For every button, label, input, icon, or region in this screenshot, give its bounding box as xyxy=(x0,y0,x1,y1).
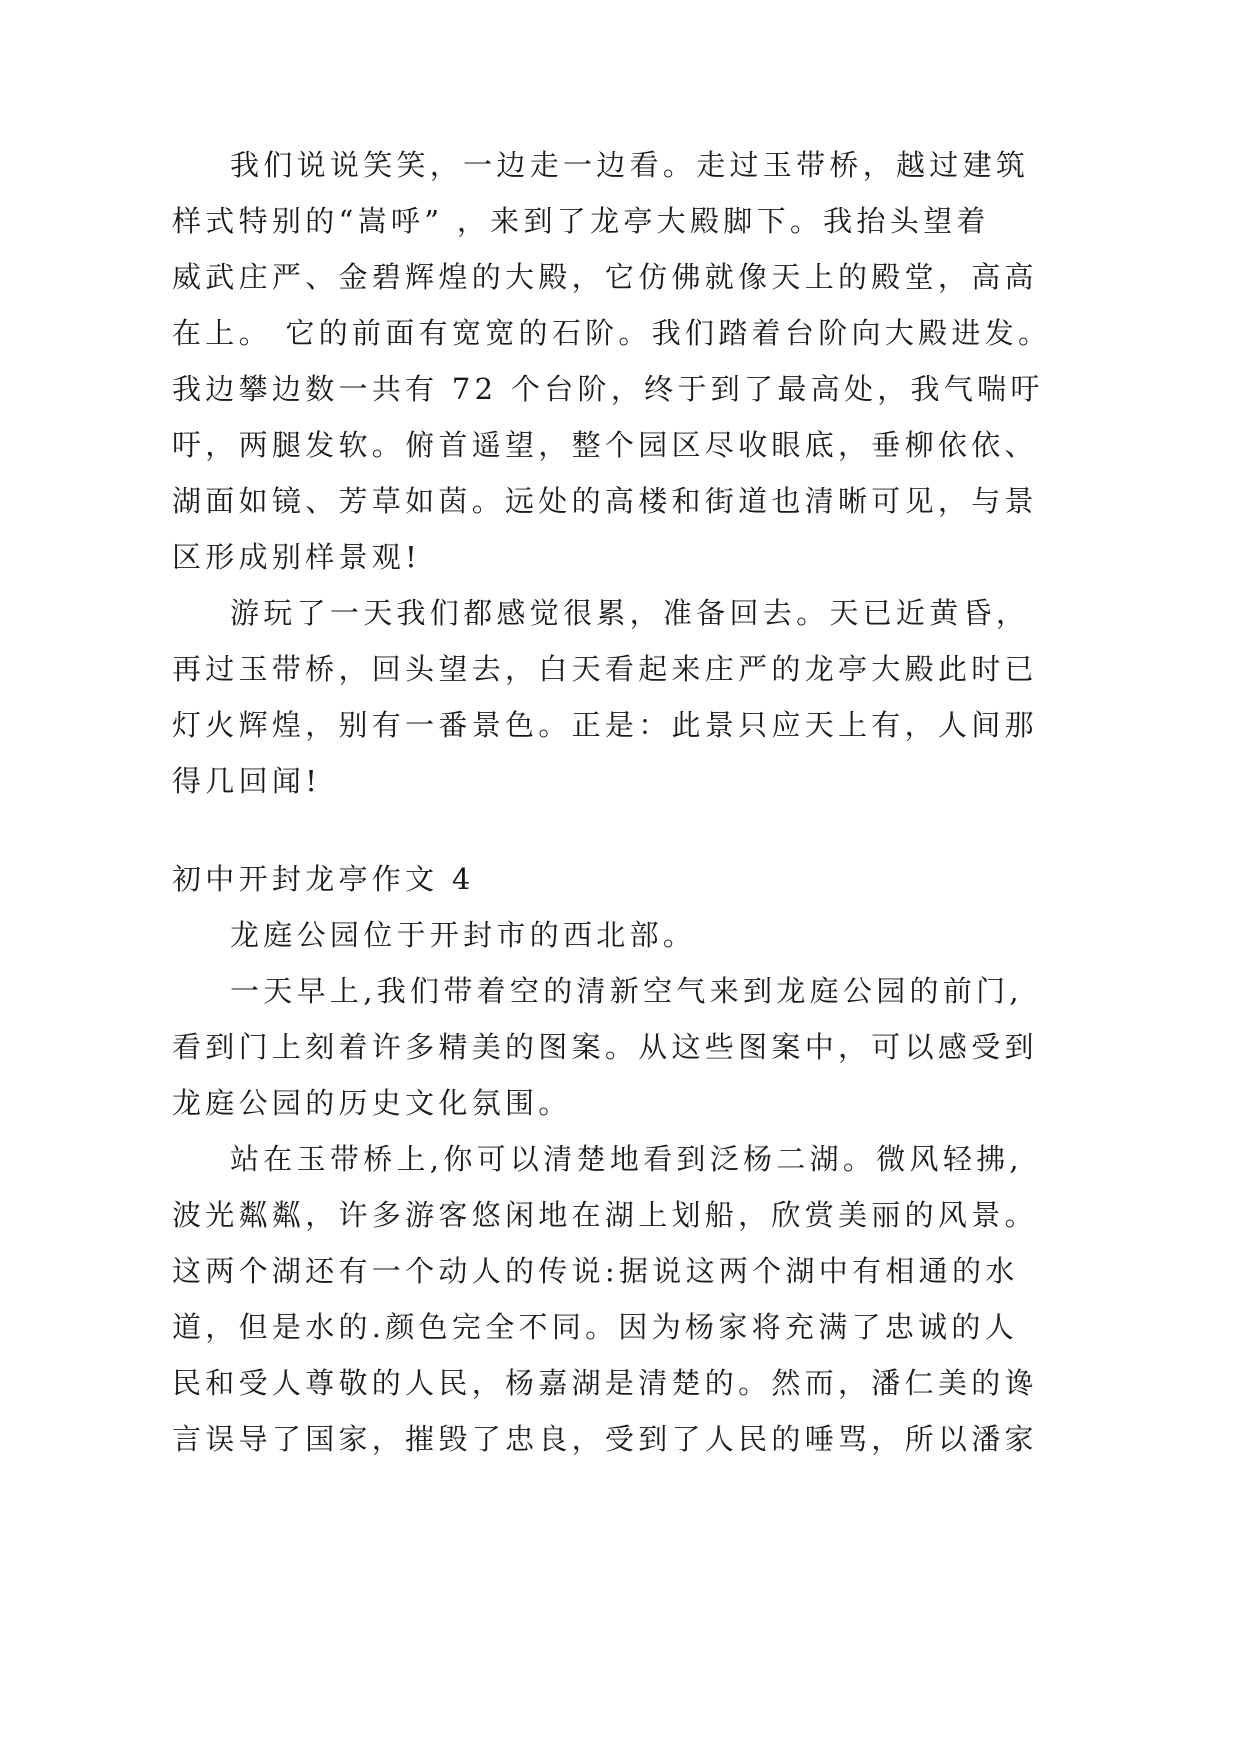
text-line: 道，但是水的.颜色完全不同。因为杨家将充满了忠诚的人 xyxy=(172,1310,1019,1344)
text-line: 这两个湖还有一个动人的传说:据说这两个湖中有相通的水 xyxy=(172,1254,1019,1288)
text-line: 龙庭公园位于开封市的西北部。 xyxy=(230,918,697,952)
text-line: 得几回闻! xyxy=(172,764,322,798)
text-line: 灯火辉煌，别有一番景色。正是：此景只应天上有，人间那 xyxy=(172,708,1038,742)
text-line: 我边攀边数一共有 72 个台阶，终于到了最高处，我气喘吁 xyxy=(172,372,1044,406)
text-line: 波光粼粼，许多游客悠闲地在湖上划船，欣赏美丽的风景。 xyxy=(172,1198,1038,1232)
text-line: 龙庭公园的历史文化氛围。 xyxy=(172,1086,572,1120)
text-line: 样式特别的“嵩呼” ，来到了龙亭大殿脚下。我抬头望着 xyxy=(172,204,990,238)
text-line: 言误导了国家，摧毁了忠良，受到了人民的唾骂，所以潘家 xyxy=(172,1422,1038,1456)
text-line: 站在玉带桥上,你可以清楚地看到泛杨二湖。微风轻拂, xyxy=(230,1142,1023,1176)
text-line: 吁，两腿发软。俯首遥望，整个园区尽收眼底，垂柳依依、 xyxy=(172,428,1038,462)
text-line: 民和受人尊敬的人民，杨嘉湖是清楚的。然而，潘仁美的谗 xyxy=(172,1366,1038,1400)
text-line: 我们说说笑笑，一边走一边看。走过玉带桥，越过建筑 xyxy=(230,148,1030,182)
text-line: 再过玉带桥，回头望去，白天看起来庄严的龙亭大殿此时已 xyxy=(172,652,1038,686)
text-line: 湖面如镜、芳草如茵。远处的高楼和街道也清晰可见，与景 xyxy=(172,484,1038,518)
section-heading: 初中开封龙亭作文 4 xyxy=(172,862,475,896)
text-line: 区形成别样景观! xyxy=(172,540,422,574)
text-line: 在上。 它的前面有宽宽的石阶。我们踏着台阶向大殿进发。 xyxy=(172,316,1052,350)
text-line: 一天早上,我们带着空的清新空气来到龙庭公园的前门, xyxy=(230,974,1023,1008)
text-line: 游玩了一天我们都感觉很累，准备回去。天已近黄昏， xyxy=(230,596,1030,630)
text-line: 威武庄严、金碧辉煌的大殿，它仿佛就像天上的殿堂，高高 xyxy=(172,260,1038,294)
text-line: 看到门上刻着许多精美的图案。从这些图案中，可以感受到 xyxy=(172,1030,1038,1064)
